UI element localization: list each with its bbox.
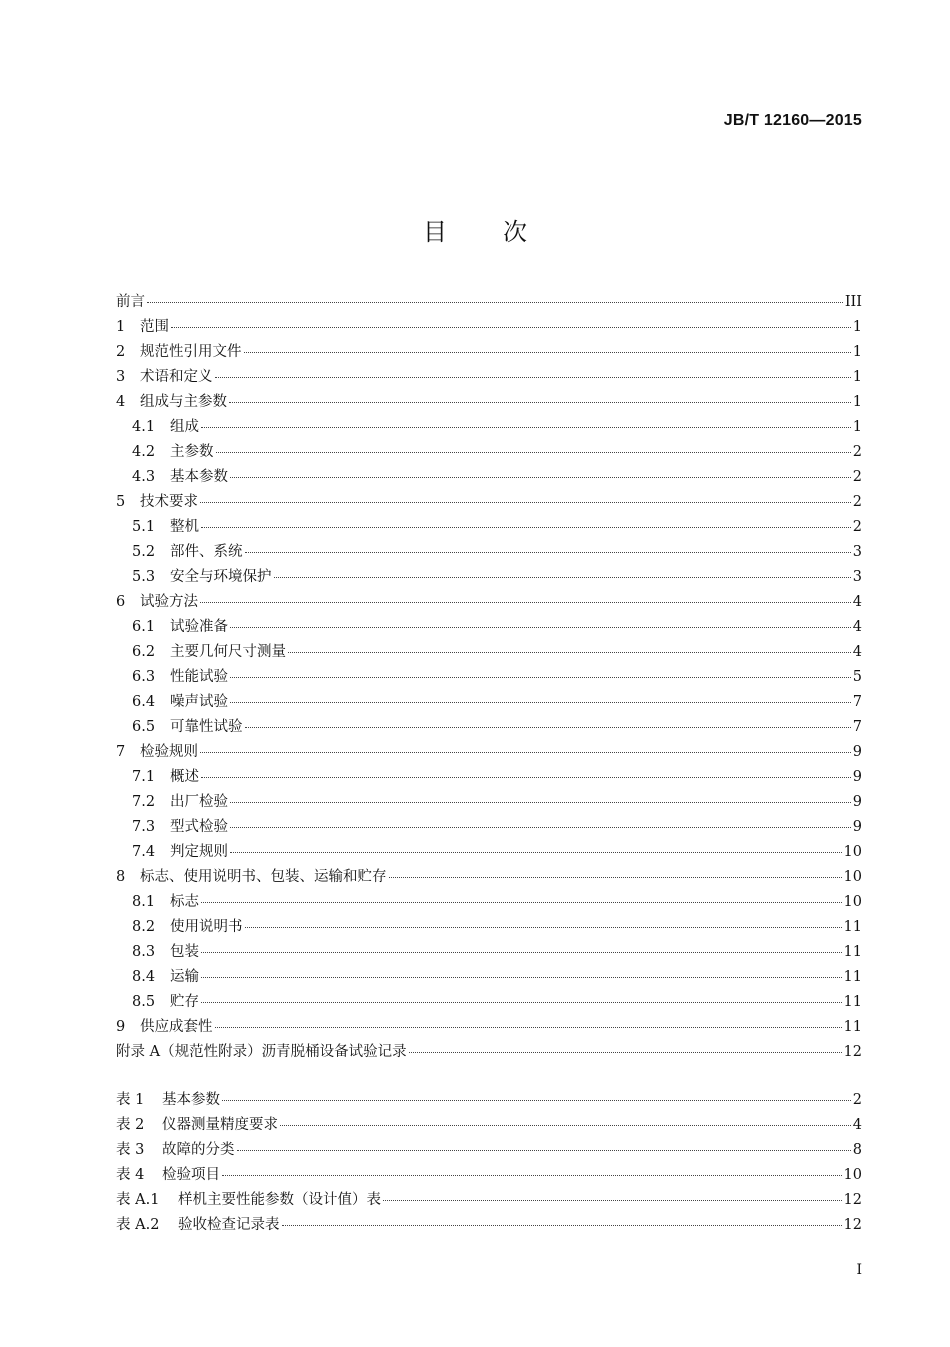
toc-entry-page: 10 [843, 869, 862, 885]
toc-entry[interactable] [116, 490, 862, 515]
dot-leader [200, 601, 851, 603]
toc-entry-page: 2 [852, 494, 862, 510]
dot-leader [201, 426, 851, 428]
toc-entry-number: 表 3 [116, 1142, 145, 1158]
toc-entry-page: III [844, 294, 862, 310]
toc-entry-page: 2 [852, 1092, 862, 1108]
toc-entry-number: 4.1 [132, 419, 156, 435]
toc-entry[interactable] [116, 865, 862, 890]
toc-entry-page: 2 [852, 519, 862, 535]
toc-entry[interactable] [116, 465, 862, 490]
toc-entry-page: 1 [852, 419, 862, 435]
toc-entry-number: 6 [116, 594, 126, 610]
dot-leader [230, 801, 851, 803]
toc-entry-label: 验收检查记录表 [178, 1217, 280, 1233]
toc-entry-number: 6.5 [132, 719, 156, 735]
toc-entry[interactable] [116, 340, 862, 365]
dot-leader [222, 1174, 842, 1176]
toc-entry-number: 表 2 [116, 1117, 145, 1133]
toc-entry-page: 10 [843, 1167, 862, 1183]
toc-entry-page: 12 [843, 1192, 862, 1208]
toc-entry[interactable] [116, 290, 862, 315]
toc-title [0, 212, 950, 247]
toc-entry-page: 1 [852, 394, 862, 410]
toc-entry-page: 3 [852, 569, 862, 585]
toc-entry-page: 4 [852, 619, 862, 635]
toc-entry-label: 术语和定义 [140, 369, 213, 385]
dot-leader [230, 701, 851, 703]
toc-entry-label: 性能试验 [170, 669, 228, 685]
toc-entry-label: 前言 [116, 294, 145, 310]
toc-entry-label: 安全与环境保护 [170, 569, 272, 585]
toc-entry-page: 9 [852, 794, 862, 810]
toc-entry[interactable] [116, 715, 862, 740]
dot-leader [201, 951, 842, 953]
toc-entry-label: 标志 [170, 894, 199, 910]
toc-entry-page: 11 [843, 1019, 862, 1035]
dot-leader [215, 1026, 842, 1028]
toc-entry-number: 7 [116, 744, 126, 760]
toc-entry-label: 主参数 [170, 444, 214, 460]
toc-entry-number: 表 1 [116, 1092, 145, 1108]
toc-entry-label: 范围 [140, 319, 169, 335]
toc-entry-page: 7 [852, 719, 862, 735]
toc-entry-label: 整机 [170, 519, 199, 535]
toc-entry-number: 6.2 [132, 644, 156, 660]
toc-entry-label: 样机主要性能参数（设计值）表 [178, 1192, 381, 1208]
toc-entry-number: 6.3 [132, 669, 156, 685]
dot-leader [245, 926, 842, 928]
toc-entry-label: 试验准备 [170, 619, 228, 635]
dot-leader [409, 1051, 842, 1053]
toc-entry-label: 试验方法 [140, 594, 198, 610]
dot-leader [216, 451, 851, 453]
toc-entry-page: 5 [852, 669, 862, 685]
toc-entry-number: 6.1 [132, 619, 156, 635]
toc-entry-label: 标志、使用说明书、包装、运输和贮存 [140, 869, 387, 885]
toc-entry-page: 9 [852, 744, 862, 760]
toc-entry-label: 检验项目 [162, 1167, 220, 1183]
toc-entry-label: 检验规则 [140, 744, 198, 760]
toc-entry[interactable] [116, 590, 862, 615]
table-entry[interactable] [116, 1213, 862, 1238]
toc-entry-page: 8 [852, 1142, 862, 1158]
toc-entry-label: 故障的分类 [162, 1142, 235, 1158]
toc-entry-page: 9 [852, 819, 862, 835]
dot-leader [201, 526, 851, 528]
toc-entry[interactable] [116, 940, 862, 965]
toc-entry[interactable] [116, 990, 862, 1015]
document-code: JB/T 12160—2015 [723, 112, 862, 129]
toc-entry-label: 组成 [170, 419, 199, 435]
toc-entry[interactable] [116, 965, 862, 990]
toc-entry-label: 技术要求 [140, 494, 198, 510]
toc-entry-page: 1 [852, 369, 862, 385]
toc-entry-label: 部件、系统 [170, 544, 243, 560]
toc-entry-label: 判定规则 [170, 844, 228, 860]
toc-entry-page: 10 [843, 894, 862, 910]
toc-entry-page: 4 [852, 644, 862, 660]
dot-leader [230, 851, 842, 853]
dot-leader [288, 651, 851, 653]
toc-entry[interactable] [116, 765, 862, 790]
toc-entry[interactable] [116, 840, 862, 865]
toc-entry-page: 11 [843, 944, 862, 960]
toc-entry-number: 6.4 [132, 694, 156, 710]
toc-entry-label: 使用说明书 [170, 919, 243, 935]
toc-entry-number: 8.5 [132, 994, 156, 1010]
dot-leader [230, 826, 851, 828]
toc-entry-label: 可靠性试验 [170, 719, 243, 735]
toc-entry-label: 组成与主参数 [140, 394, 227, 410]
toc-entry-page: 12 [843, 1044, 862, 1060]
toc-entry[interactable] [116, 315, 862, 340]
toc-entry-label: 型式检验 [170, 819, 228, 835]
toc-entry-number: 表 A.2 [116, 1217, 160, 1233]
toc-entry-label: 基本参数 [162, 1092, 220, 1108]
toc-entry-number: 8.3 [132, 944, 156, 960]
toc-entry[interactable] [116, 790, 862, 815]
toc-entry-number: 5.3 [132, 569, 156, 585]
toc-entry-page: 10 [843, 844, 862, 860]
toc-entry-number: 4 [116, 394, 126, 410]
toc-entry-number: 4.3 [132, 469, 156, 485]
toc-entry-number: 8.2 [132, 919, 156, 935]
toc-entry-page: 1 [852, 319, 862, 335]
toc-entry-number: 7.1 [132, 769, 156, 785]
dot-leader [383, 1199, 842, 1201]
toc-entry[interactable] [116, 540, 862, 565]
toc-entry-number: 7.2 [132, 794, 156, 810]
table-list [116, 1088, 862, 1238]
toc-entry-page: 11 [843, 994, 862, 1010]
dot-leader [222, 1099, 851, 1101]
toc-entry[interactable] [116, 390, 862, 415]
dot-leader [280, 1124, 851, 1126]
table-entry[interactable] [116, 1163, 862, 1188]
table-entry[interactable] [116, 1188, 862, 1213]
dot-leader [244, 351, 851, 353]
toc-entry[interactable] [116, 440, 862, 465]
dot-leader [201, 776, 851, 778]
table-entry[interactable] [116, 1113, 862, 1138]
toc-entry[interactable] [116, 640, 862, 665]
dot-leader [282, 1224, 842, 1226]
toc-entry-number: 8.4 [132, 969, 156, 985]
toc-entry-page: 1 [852, 344, 862, 360]
dot-leader [229, 401, 851, 403]
toc-entry-page: 9 [852, 769, 862, 785]
toc-entry-number: 8.1 [132, 894, 156, 910]
dot-leader [171, 326, 851, 328]
dot-leader [230, 626, 851, 628]
toc-entry[interactable] [116, 1040, 862, 1065]
toc-title-char-1: 目 [423, 218, 447, 246]
toc-entry-number: 7.4 [132, 844, 156, 860]
table-entry[interactable] [116, 1088, 862, 1113]
toc-entry-label: 供应成套性 [140, 1019, 213, 1035]
toc-entry-number: 2 [116, 344, 126, 360]
page-number: I [856, 1262, 862, 1278]
toc-entry-label: 贮存 [170, 994, 199, 1010]
toc-entry[interactable] [116, 740, 862, 765]
toc-title-char-2: 次 [503, 218, 527, 246]
dot-leader [237, 1149, 851, 1151]
toc-entry-page: 7 [852, 694, 862, 710]
toc-entry[interactable] [116, 690, 862, 715]
toc-entry-number: 表 A.1 [116, 1192, 160, 1208]
toc-entry[interactable] [116, 365, 862, 390]
dot-leader [200, 501, 851, 503]
dot-leader [230, 476, 851, 478]
toc-entry-page: 2 [852, 469, 862, 485]
dot-leader [201, 901, 842, 903]
toc-entry[interactable] [116, 415, 862, 440]
toc-entry-label: 规范性引用文件 [140, 344, 242, 360]
dot-leader [230, 676, 851, 678]
toc-entry-page: 2 [852, 444, 862, 460]
dot-leader [245, 551, 851, 553]
dot-leader [245, 726, 851, 728]
toc-entry-number: 4.2 [132, 444, 156, 460]
dot-leader [389, 876, 842, 878]
dot-leader [201, 1001, 842, 1003]
dot-leader [200, 751, 851, 753]
dot-leader [201, 976, 842, 978]
toc-entry-number: 5.1 [132, 519, 156, 535]
toc-entry-page: 4 [852, 1117, 862, 1133]
toc-entry[interactable] [116, 515, 862, 540]
toc-entry-number: 5 [116, 494, 126, 510]
toc-entry-label: 主要几何尺寸测量 [170, 644, 286, 660]
toc-entry[interactable] [116, 565, 862, 590]
toc-entry-label: 基本参数 [170, 469, 228, 485]
toc-entry-page: 3 [852, 544, 862, 560]
toc-entry-number: 表 4 [116, 1167, 145, 1183]
toc-entry-label: 运输 [170, 969, 199, 985]
toc-entry-label: 包装 [170, 944, 199, 960]
toc-entry-label: 仪器测量精度要求 [162, 1117, 278, 1133]
table-entry[interactable] [116, 1138, 862, 1163]
toc-entry[interactable] [116, 1015, 862, 1040]
toc-entry[interactable] [116, 615, 862, 640]
toc-entry-page: 11 [843, 919, 862, 935]
dot-leader [215, 376, 851, 378]
toc-entry-label: 出厂检验 [170, 794, 228, 810]
toc-entry-page: 4 [852, 594, 862, 610]
toc-entry-number: 7.3 [132, 819, 156, 835]
toc-entry-number: 1 [116, 319, 126, 335]
toc-entry-page: 12 [843, 1217, 862, 1233]
toc-entry[interactable] [116, 915, 862, 940]
toc-entry[interactable] [116, 890, 862, 915]
toc-entry-label: 概述 [170, 769, 199, 785]
toc-entry-label: 噪声试验 [170, 694, 228, 710]
toc-list [116, 290, 862, 1065]
toc-entry[interactable] [116, 665, 862, 690]
dot-leader [274, 576, 851, 578]
toc-entry-page: 11 [843, 969, 862, 985]
toc-entry-number: 3 [116, 369, 126, 385]
toc-entry-number: 9 [116, 1019, 126, 1035]
toc-entry-number: 5.2 [132, 544, 156, 560]
toc-entry-number: 8 [116, 869, 126, 885]
toc-entry[interactable] [116, 815, 862, 840]
toc-entry-label: 附录 A（规范性附录）沥青脱桶设备试验记录 [116, 1044, 407, 1060]
dot-leader [147, 301, 843, 303]
